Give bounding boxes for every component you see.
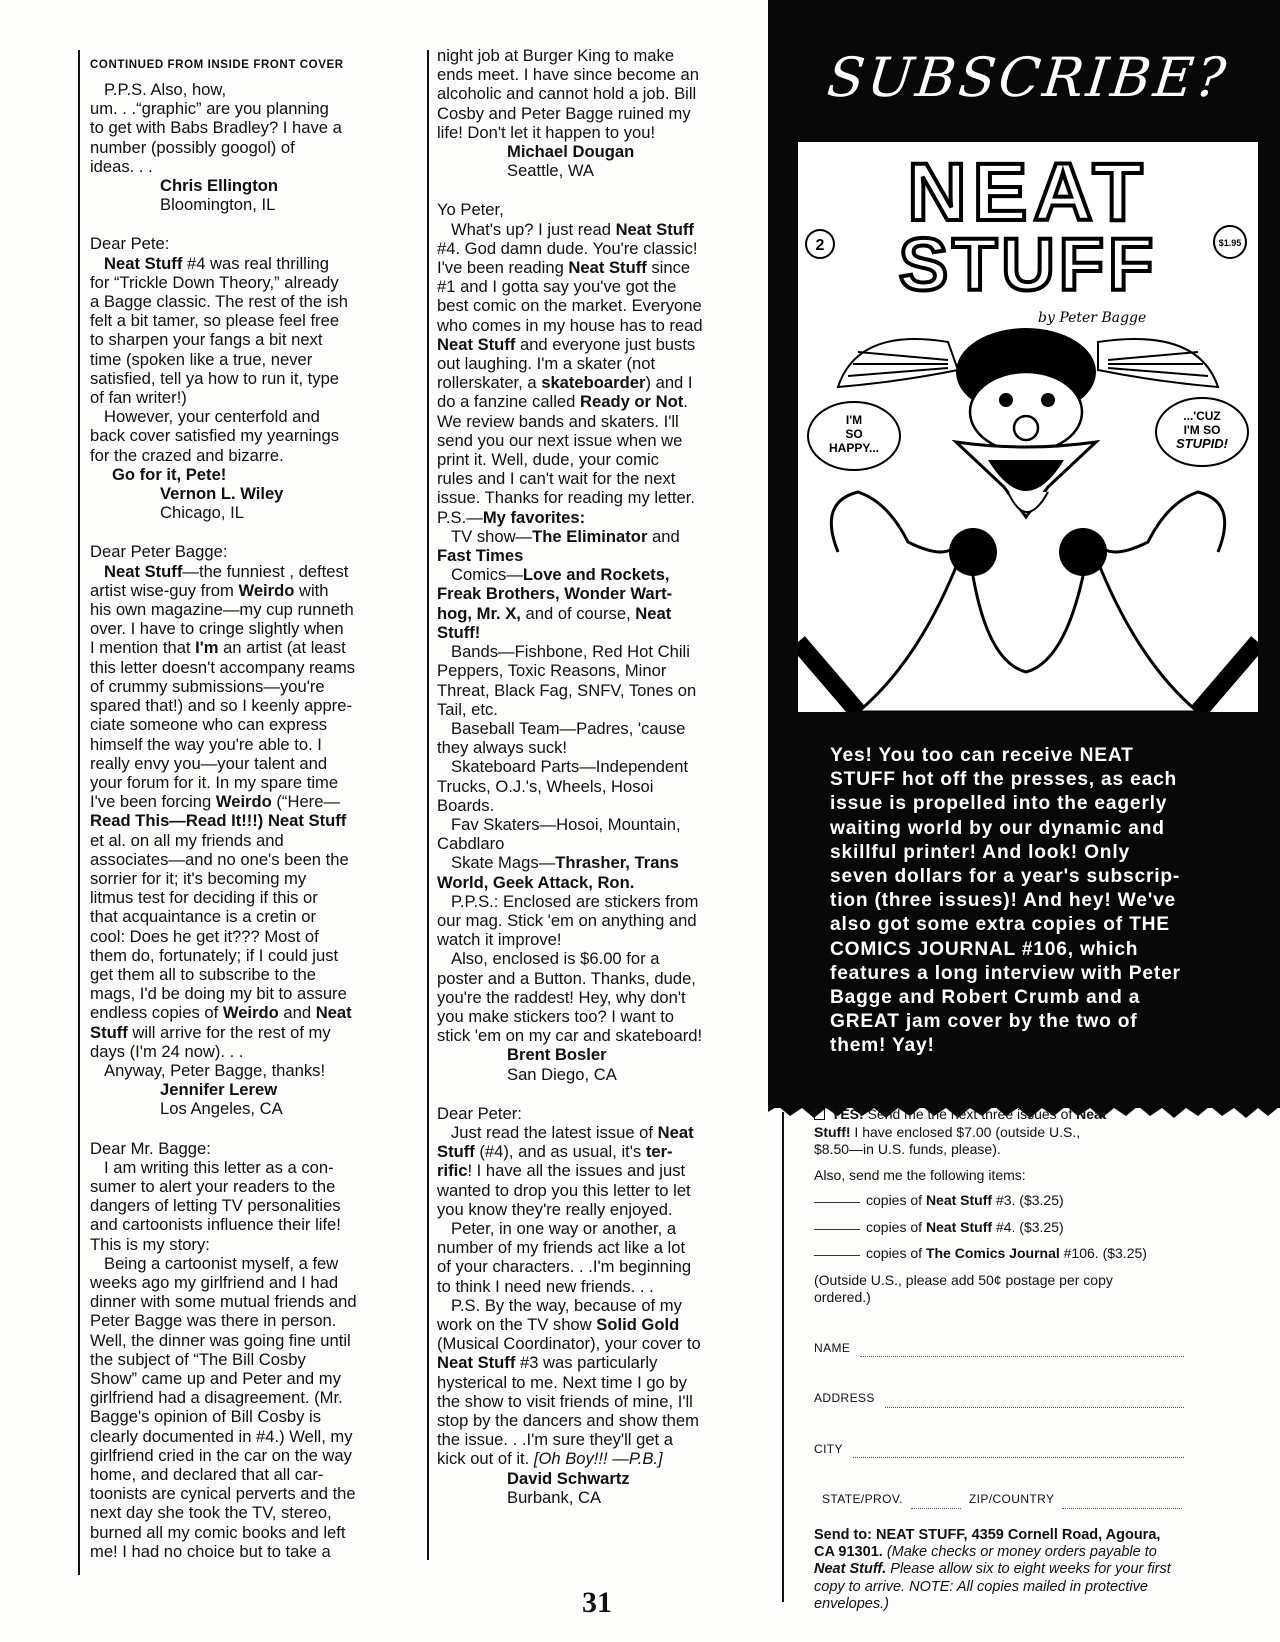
cover-title-stuff: STUFF [898, 223, 1158, 306]
signature: David Schwartz [507, 1468, 630, 1488]
svg-text:SO: SO [845, 427, 863, 441]
location: Los Angeles, CA [160, 1099, 283, 1119]
order-item-comics-journal-106: copies of The Comics Journal #106. ($3.25) [814, 1245, 1184, 1263]
svg-text:HAPPY...: HAPPY... [828, 441, 880, 455]
neat-stuff-cover-art [798, 142, 1258, 712]
signature: Vernon L. Wiley [160, 484, 284, 504]
location: Chicago, IL [160, 503, 244, 523]
signature: Brent Bosler [507, 1045, 607, 1065]
greeting: Yo Peter, [437, 200, 504, 220]
letter-michael-dougan: Dear Mr. Bagge: I am writing this letter as a con- sumer to alert your readers to the dangers of letting TV personalities and cartoonists influence their life! This is my story: Being a cartoonist myself, a few weeks ago my girlfriend and I had dinner with some mutual friends and Peter Bagge was there in person. Well, the dinner was going fine until the subject of “The Bill Cosby Show” came up and Peter and my girlfriend had a disagreement. (Mr. Bagge's opinion of Bill Cosby is clearly documented in #4.) Well, my girlfriend cried in the car on the way home, and declared that all car- toonists are cynical perverts and the next day she took the TV, stereo, burned all my comic books and left me! I had no choice but to take a [90, 1139, 405, 1561]
letters-column-2 [437, 46, 755, 1527]
order-form: YES! Send me the next three issues of Neat Stuff! I have enclosed $7.00 (outside U.S., $8.50—in U.S. funds, please). Also, send me the following items: copies of Neat Stuff #3. ($3.25) copies of Neat Stuff #4. ($3.25) copies of The Comics Journal #106. ($3.25) (Outside U.S., please add 50¢ postage per copy ordered.) NAME ADDRESS CITY STATE/PROV. ZIP/COUNTRY Send to: NEAT STUFF, 4359 Cornell Road, Agoura, CA 91301. (Make checks or money orders payable to Neat Stuff. Please allow six to eight weeks for your first copy to arrive. NOTE: All copies mailed in protective envelopes.) [814, 1106, 1184, 1614]
quantity-blank[interactable] [814, 1202, 860, 1203]
svg-text:2: 2 [815, 237, 825, 254]
letter-michael-dougan-continued: night job at Burger King to make ends meet. I have since become an alcoholic and cannot hold a job. Bill Cosby and Peter Bagge ruined my life! Don't let it happen to you! Michael Dougan Seattle, WA [437, 46, 755, 180]
state-zip-field[interactable]: STATE/PROV. ZIP/COUNTRY [814, 1491, 1184, 1509]
svg-text:I'M SO: I'M SO [1183, 423, 1221, 437]
svg-text:...'CUZ: ...'CUZ [1183, 409, 1221, 423]
location: San Diego, CA [507, 1064, 617, 1084]
greeting: Dear Mr. Bagge: [90, 1138, 211, 1158]
svg-text:$1.95: $1.95 [1218, 238, 1242, 248]
letters-column-1 [90, 58, 405, 1581]
subscribe-title: SUBSCRIBE? [824, 46, 1232, 109]
location: Bloomington, IL [160, 195, 276, 215]
address-field[interactable]: ADDRESS [814, 1390, 1184, 1408]
quantity-blank[interactable] [814, 1229, 860, 1230]
letter-vernon-wiley: Dear Pete: Neat Stuff #4 was real thrilling for “Trickle Down Theory,” already a Bagge classic. The rest of the ish felt a bit tamer, so please feel free to sharpen your fangs a bit next time (spoken like a true, never satisfied, tell ya how to run it, type of fan writer!) However, your centerfold and back cover satisfied my yearnings for the crazed and bizarre. Go for it, Pete! Vernon L. Wiley Chicago, IL [90, 234, 405, 522]
subscription-pitch: Yes! You too can receive NEAT STUFF hot off the presses, as each issue is propelled into the eagerly waiting world by our dynamic and skillful printer! And look! Only seven dollars for a year's subscrip- tion (three issues)! And hey! We've also got some extra copies of THE COMICS JOURNAL #106, which features a long interview with Peter Bagge and Robert Crumb and a GREAT jam cover by the two of them! Yay! [830, 745, 1181, 1057]
subscribe-panel [768, 0, 1280, 1108]
greeting: Dear Peter: [437, 1103, 522, 1123]
location: Burbank, CA [507, 1487, 602, 1507]
cover-byline: by Peter Bagge [1038, 310, 1147, 326]
signature: Michael Dougan [507, 142, 635, 162]
page-number: 31 [582, 1586, 612, 1619]
subscribe-checkbox[interactable] [814, 1109, 825, 1120]
cover-title-neat: NEAT [907, 147, 1149, 238]
coupon-left-border [782, 1112, 784, 1602]
letter-jennifer-lerew: Dear Peter Bagge: Neat Stuff—the funniest , deftest artist wise-guy from Weirdo with his own magazine—my cup runneth over. I have to cringe slightly when I mention that I'm an artist (at least this letter doesn't accompany reams of crummy submissions—you're spared that!) and so I keenly appre- ciate someone who can express himself the way you're able to. I really envy you—your talent and your forum for it. In my spare time I've been forcing Weirdo (“Here— Read This—Read It!!!) Neat Stuff et al. on all my friends and associates—and no one's been the sorrier for it; it's becoming my litmus test for deciding if this or that acquaintance is a cretin or cool: Does he get it??? Most of them do, fortunately; if I could just get them all to subscribe to the mags, I'd be doing my bit to assure endless copies of Weirdo and Neat Stuff will arrive for the rest of my days (I'm 24 now). . . Anyway, Peter Bagge, thanks! Jennifer Lerew Los Angeles, CA [90, 542, 405, 1118]
middle-column-rule [427, 50, 429, 1560]
letter-chris-ellington: P.P.S. Also, how, um. . .“graphic” are you planning to get with Babs Bradley? I have a number (possibly googol) of ideas. . . Chris Ellington Bloomington, IL [90, 80, 405, 214]
mailing-instructions: Send to: NEAT STUFF, 4359 Cornell Road, Agoura, CA 91301. (Make checks or money orders payable to Neat Stuff. Please allow six to eight weeks for your first copy to arrive. NOTE: All copies mailed in protective envelopes.) [814, 1526, 1171, 1613]
svg-text:STUPID!: STUPID! [1176, 436, 1228, 451]
left-column-rule [78, 50, 80, 1575]
order-item-neat-stuff-4: copies of Neat Stuff #4. ($3.25) [814, 1219, 1184, 1237]
greeting: Dear Peter Bagge: [90, 542, 228, 562]
location: Seattle, WA [507, 161, 594, 181]
city-field[interactable]: CITY [814, 1441, 1184, 1459]
cover-illustration [798, 142, 1258, 712]
letter-david-schwartz: Dear Peter: Just read the latest issue of Neat Stuff (#4), and as usual, it's ter- rific! I have all the issues and just wanted to drop you this letter to let you know they're really enjoyed. Peter, in one way or another, a number of my friends act like a lot of your characters. . .I'm beginning to think I need new friends. . . P.S. By the way, because of my work on the TV show Solid Gold (Musical Coordinator), your cover to Neat Stuff #3 was particularly hysterical to me. Next time I go by the show to visit friends of mine, I'll stop by the dancers and show them the issue. . .I'm sure they'll get a kick out of it. [Oh Boy!!! —P.B.] David Schwartz Burbank, CA [437, 1104, 755, 1507]
postage-note: (Outside U.S., please add 50¢ postage per copy ordered.) [814, 1271, 1113, 1305]
greeting: Dear Pete: [90, 234, 170, 254]
continued-header: CONTINUED FROM INSIDE FRONT COVER [90, 59, 344, 71]
svg-text:I'M: I'M [845, 413, 863, 427]
signature: Chris Ellington [160, 176, 278, 196]
name-field[interactable]: NAME [814, 1340, 1184, 1358]
quantity-blank[interactable] [814, 1255, 860, 1256]
order-item-neat-stuff-3: copies of Neat Stuff #3. ($3.25) [814, 1192, 1184, 1210]
letter-brent-bosler: Yo Peter, What's up? I just read Neat Stuff #4. God damn dude. You're classic! I've been reading Neat Stuff since #1 and I gotta say you've got the best comic on the market. Everyone who comes in my house has to read Neat Stuff and everyone just busts out laughing. I'm a skater (not rollerskater, a skateboarder) and I do a fanzine called Ready or Not. We review bands and skaters. I'll send you our next issue when we print it. Well, dude, your comic rules and I can't wait for the next issue. Thanks for reading my letter. P.S.—My favorites: TV show—The Eliminator and Fast Times Comics—Love and Rockets, Freak Brothers, Wonder Wart- hog, Mr. X, and of course, Neat Stuff! Bands—Fishbone, Red Hot Chili Peppers, Toxic Reasons, Minor Threat, Black Fag, SNFV, Tones on Tail, etc. Baseball Team—Padres, 'cause they always suck! Skateboard Parts—Independent Trucks, O.J.'s, Wheels, Hosoi Boards. Fav Skaters—Hosoi, Mountain, Cabdlaro Skate Mags—Thrasher, Trans World, Geek Attack, Ron. P.P.S.: Enclosed are stickers from our mag. Stick 'em on anything and watch it improve! Also, enclosed is $6.00 for a poster and a Button. Thanks, dude, you're the raddest! Hey, why don't you make stickers too? I want to stick 'em on my car and skateboard! Brent Bosler San Diego, CA [437, 200, 755, 1083]
signature: Jennifer Lerew [160, 1080, 278, 1100]
subscribe-option: YES! Send me the next three issues of Neat Stuff! I have enclosed $7.00 (outside U.S., $8.50—in U.S. funds, please). [814, 1106, 1107, 1157]
